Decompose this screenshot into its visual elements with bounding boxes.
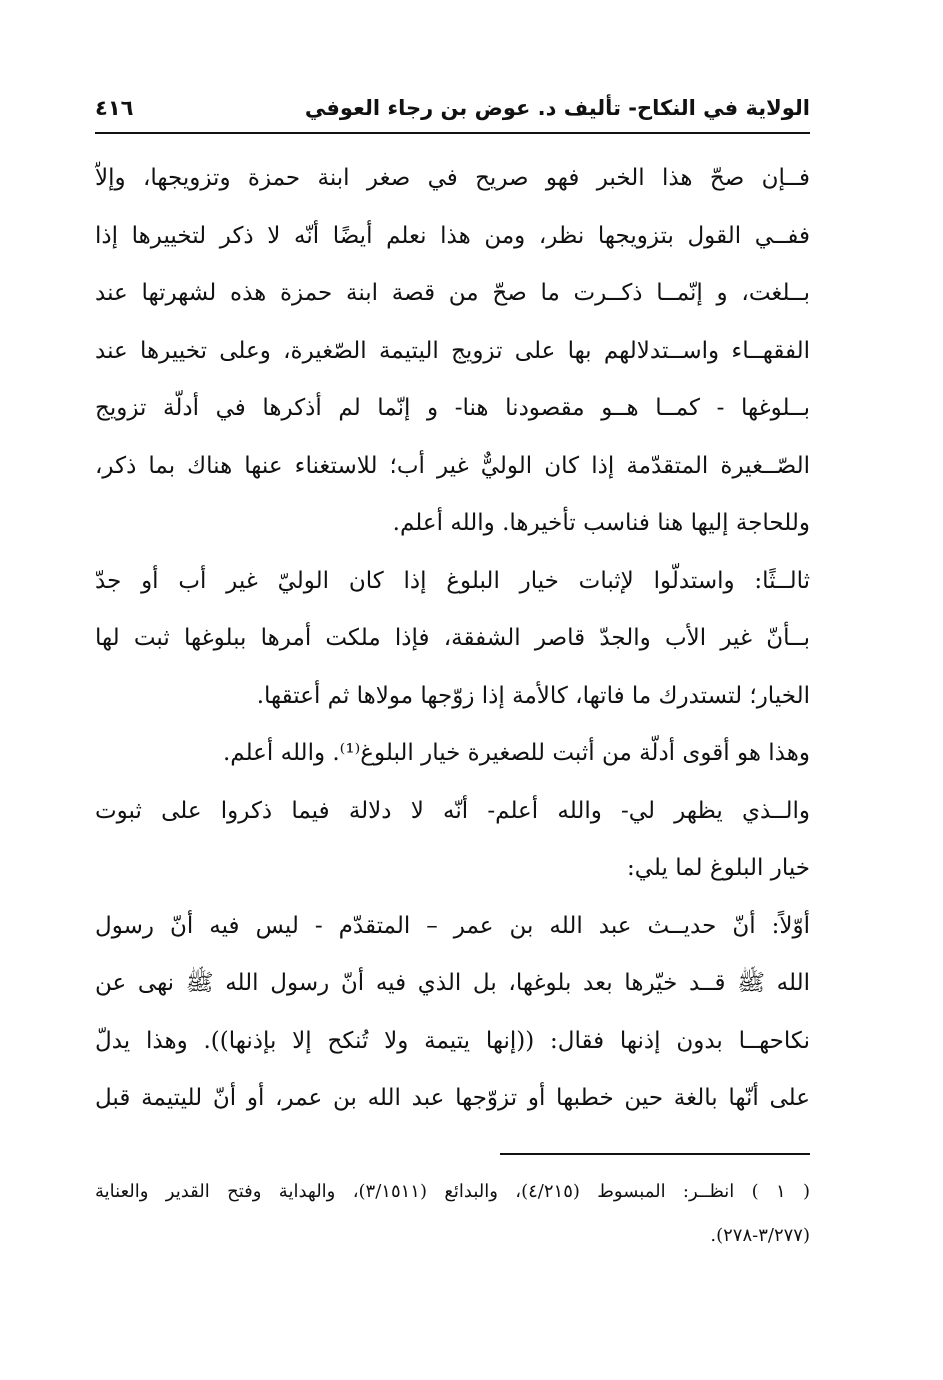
body-line: الخيار؛ لتستدرك ما فاتها، كالأمة إذا زوّجها مولاها ثم أعتقها.: [256, 682, 810, 709]
body-line: وللحاجة إليها هنا فناسب تأخيرها. والله أعلم.: [392, 510, 810, 536]
header-title: الولاية في النكاح- تأليف د. عوض بن رجاء العوفي: [304, 96, 810, 120]
body-line: بــلوغها - كمــا هــو مقصودنا هنا- و إنّما لم أذكرها في أدلّة تزويج: [95, 395, 810, 421]
body-line: ففــي القول بتزويجها نظر، ومن هذا نعلم أيضًا أنّه لا ذكر لتخييرها إذا: [95, 222, 810, 249]
footnote-line: (٣/٢٧٧-٢٧٨).: [710, 1225, 810, 1246]
body-line: الله ﷺ قــد خيّرها بعد بلوغها، بل الذي فيه أنّ رسول الله ﷺ نهى عن: [95, 970, 810, 996]
body-line: وهذا هو أقوى أدلّة من أثبت للصغيرة خيار البلوغ⁽¹⁾. والله أعلم.: [222, 740, 810, 766]
body-text: [95, 150, 810, 1128]
body-line: على أنّها بالغة حين خطبها أو تزوّجها عبد الله بن عمر، أو أنّ لليتيمة قبل: [95, 1085, 810, 1111]
body-line: بــلغت، و إنّمــا ذكــرت ما صحّ من قصة ابنة حمزة هذه لشهرتها عند: [95, 280, 810, 306]
body-line: الفقهــاء واســتدلالهم بها على تزويج اليتيمة الصّغيرة، وعلى تخييرها عند: [95, 337, 810, 364]
footnote-separator: [500, 1153, 810, 1155]
body-line: خيار البلوغ لما يلي:: [626, 855, 810, 881]
body-line: بــأنّ غير الأب والجدّ قاصر الشفقة، فإذا ملكت أمرها ببلوغها ثبت لها: [95, 625, 810, 651]
body-line: نكاحهــا بدون إذنها فقال: ((إنها يتيمة ولا تُنكح إلا بإذنها)). وهذا يدلّ: [95, 1027, 810, 1054]
body-line: الصّــغيرة المتقدّمة إذا كان الوليٌّ غير أب؛ للاستغناء عنها هناك بما ذكر،: [95, 452, 810, 479]
body-line: ثالــثًا: واستدلّوا لإثبات خيار البلوغ إذا كان الوليّ غير أب أو جدّ: [95, 567, 810, 594]
footnotes: [95, 1170, 810, 1258]
body-line: فــإن صحّ هذا الخبر فهو صريح في صغر ابنة حمزة وتزويجها، وإلاّ: [95, 165, 810, 191]
body-line: والــذي يظهر لي- والله أعلم- أنّه لا دلالة فيما ذكروا على ثبوت: [95, 797, 810, 824]
footnote-line: ( ١ ) انظــر: المبسوط (٤/٢١٥)، والبدائع (٣/١٥١١)، والهداية وفتح القدير والعناية: [95, 1181, 810, 1202]
page-number: ٤١٦: [95, 96, 134, 120]
body-line: أوّلاً: أنّ حديــث عبد الله بن عمر – المتقدّم - ليس فيه أنّ رسول: [95, 912, 810, 939]
running-header: [95, 92, 810, 134]
